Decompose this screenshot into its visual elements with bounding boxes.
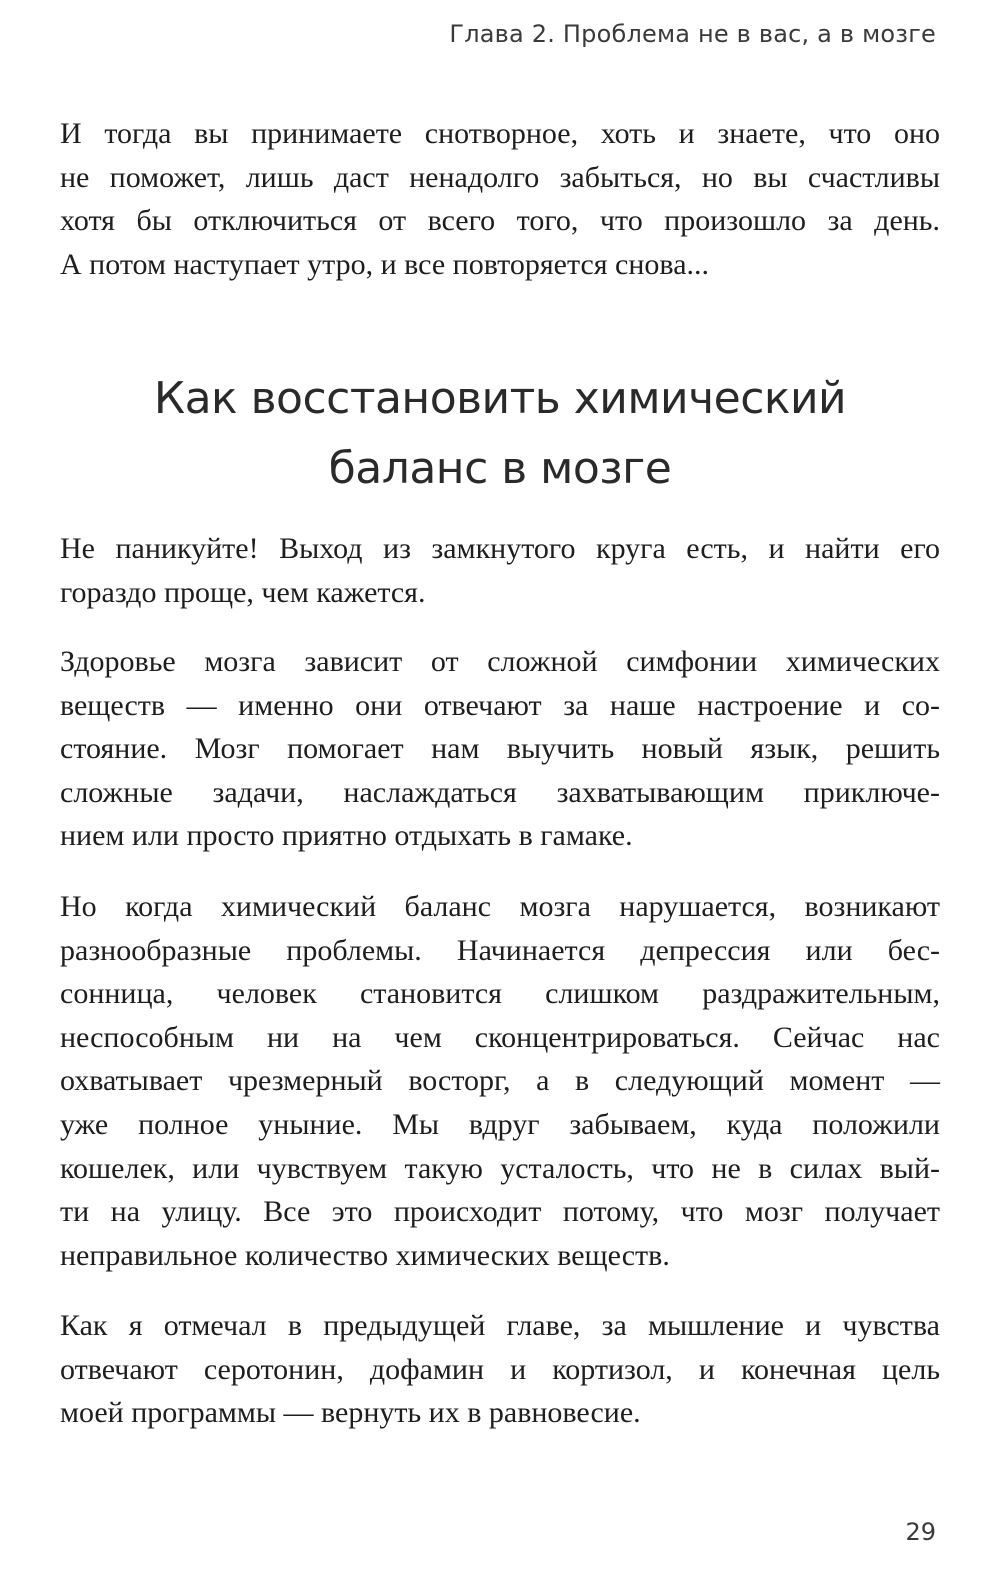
running-header: Глава 2. Проблема не в вас, а в мозге bbox=[449, 20, 936, 48]
paragraph-line: кошелек, или чувствуем такую усталость, что не в силах вый- bbox=[60, 1151, 940, 1185]
page-number: 29 bbox=[905, 1518, 936, 1546]
paragraph-line: стояние. Мозг помогает нам выучить новый язык, решить bbox=[60, 732, 940, 766]
paragraph-line: уже полное уныние. Мы вдруг забываем, куда положили bbox=[60, 1107, 940, 1141]
paragraph-line: охватывает чрезмерный восторг, а в следующий момент — bbox=[60, 1064, 940, 1098]
paragraph-line: сложные задачи, наслаждаться захватывающим приключе- bbox=[60, 775, 940, 809]
paragraph-line: хотя бы отключиться от всего того, что произошло за день. bbox=[60, 204, 940, 238]
paragraph-line: сонница, человек становится слишком раздражительным, bbox=[60, 977, 940, 1011]
paragraph-line: веществ — именно они отвечают за наше настроение и со- bbox=[60, 688, 940, 722]
paragraph-line: моей программы — вернуть их в равновесие. bbox=[60, 1396, 641, 1430]
section-heading-line: Как восстановить химический bbox=[153, 373, 847, 424]
paragraph-2 bbox=[60, 527, 940, 614]
paragraph-3 bbox=[60, 640, 940, 858]
paragraph-line: Но когда химический баланс мозга нарушается, возникают bbox=[60, 890, 940, 923]
paragraph-line: неспособным ни на чем сконцентрироваться. Сейчас нас bbox=[60, 1020, 940, 1054]
paragraph-1 bbox=[60, 112, 940, 286]
paragraph-line: Здоровье мозга зависит от сложной симфонии химических bbox=[60, 645, 940, 678]
section-heading-line: баланс в мозге bbox=[328, 443, 672, 494]
paragraph-line: нием или просто приятно отдыхать в гамаке. bbox=[60, 819, 633, 853]
paragraph-line: А потом наступает утро, и все повторяется снова... bbox=[60, 247, 710, 281]
paragraph-line: не поможет, лишь даст ненадолго забыться, но вы счастливы bbox=[60, 160, 940, 194]
paragraph-line: гораздо проще, чем кажется. bbox=[60, 575, 426, 609]
section-heading bbox=[60, 364, 940, 504]
paragraph-line: разнообразные проблемы. Начинается депрессия или бес- bbox=[60, 933, 940, 967]
paragraph-line: ти на улицу. Все это происходит потому, что мозг получает bbox=[60, 1195, 940, 1229]
paragraph-line: Как я отмечал в предыдущей главе, за мышление и чувства bbox=[60, 1309, 940, 1342]
paragraph-line: И тогда вы принимаете снотворное, хоть и знаете, что оно bbox=[60, 117, 940, 150]
paragraph-4 bbox=[60, 885, 940, 1277]
paragraph-5 bbox=[60, 1304, 940, 1435]
paragraph-line: неправильное количество химических веществ. bbox=[60, 1238, 670, 1272]
paragraph-line: Не паникуйте! Выход из замкнутого круга есть, и найти его bbox=[60, 532, 940, 565]
paragraph-line: отвечают серотонин, дофамин и кортизол, и конечная цель bbox=[60, 1352, 940, 1386]
